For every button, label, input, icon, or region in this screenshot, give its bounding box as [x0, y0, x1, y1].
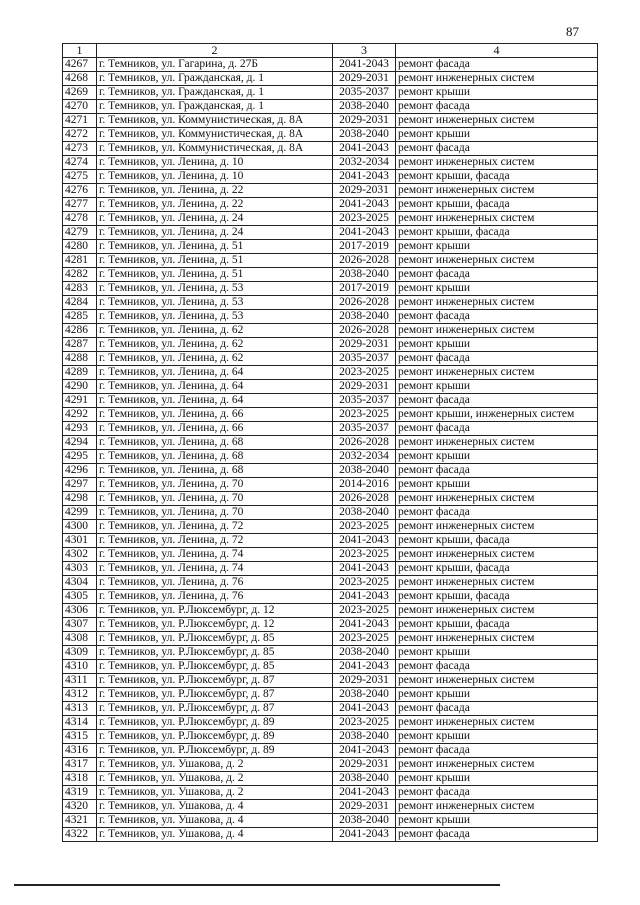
period-cell: 2032-2034 — [333, 450, 396, 464]
table-row — [63, 688, 598, 702]
work-type-cell: ремонт фасада — [396, 268, 598, 282]
row-number-cell: 4304 — [63, 576, 97, 590]
work-type-cell: ремонт крыши, фасада — [396, 590, 598, 604]
period-cell: 2023-2025 — [333, 548, 396, 562]
row-number-cell: 4282 — [63, 268, 97, 282]
work-type-cell: ремонт крыши, фасада — [396, 534, 598, 548]
table-row — [63, 576, 598, 590]
page-number: 87 — [566, 24, 579, 39]
address-cell: г. Темников, ул. Ленина, д. 64 — [97, 380, 333, 394]
table-row — [63, 422, 598, 436]
address-cell: г. Темников, ул. Ленина, д. 68 — [97, 464, 333, 478]
table-row — [63, 716, 598, 730]
address-cell: г. Темников, ул. Ленина, д. 22 — [97, 198, 333, 212]
table-row — [63, 534, 598, 548]
period-cell: 2029-2031 — [333, 674, 396, 688]
table-row — [63, 436, 598, 450]
table-row — [63, 170, 598, 184]
address-cell: г. Темников, ул. Ушакова, д. 4 — [97, 800, 333, 814]
row-number-cell: 4279 — [63, 226, 97, 240]
table-row — [63, 212, 598, 226]
table-body — [63, 58, 598, 842]
work-type-cell: ремонт фасада — [396, 660, 598, 674]
work-type-cell: ремонт фасада — [396, 310, 598, 324]
row-number-cell: 4309 — [63, 646, 97, 660]
table-row — [63, 86, 598, 100]
table-row — [63, 408, 598, 422]
row-number-cell: 4274 — [63, 156, 97, 170]
table-row — [63, 604, 598, 618]
period-cell: 2029-2031 — [333, 338, 396, 352]
table-row — [63, 184, 598, 198]
work-type-cell: ремонт фасада — [396, 394, 598, 408]
work-type-cell: ремонт крыши — [396, 450, 598, 464]
row-number-cell: 4303 — [63, 562, 97, 576]
table-row — [63, 58, 598, 72]
work-type-cell: ремонт крыши, инженерных систем — [396, 408, 598, 422]
period-cell: 2014-2016 — [333, 478, 396, 492]
address-cell: г. Темников, ул. Р.Люксембург, д. 12 — [97, 604, 333, 618]
column-header-4: 4 — [396, 44, 598, 58]
table-row — [63, 366, 598, 380]
table-row — [63, 226, 598, 240]
row-number-cell: 4286 — [63, 324, 97, 338]
address-cell: г. Темников, ул. Ленина, д. 70 — [97, 506, 333, 520]
period-cell: 2029-2031 — [333, 800, 396, 814]
period-cell: 2038-2040 — [333, 464, 396, 478]
period-cell: 2041-2043 — [333, 226, 396, 240]
address-cell: г. Темников, ул. Ленина, д. 51 — [97, 268, 333, 282]
table-row — [63, 618, 598, 632]
row-number-cell: 4276 — [63, 184, 97, 198]
table-row — [63, 128, 598, 142]
period-cell: 2035-2037 — [333, 86, 396, 100]
row-number-cell: 4313 — [63, 702, 97, 716]
work-type-cell: ремонт крыши — [396, 646, 598, 660]
table-row — [63, 786, 598, 800]
period-cell: 2026-2028 — [333, 254, 396, 268]
work-type-cell: ремонт инженерных систем — [396, 324, 598, 338]
work-type-cell: ремонт фасада — [396, 58, 598, 72]
row-number-cell: 4300 — [63, 520, 97, 534]
work-type-cell: ремонт фасада — [396, 422, 598, 436]
work-type-cell: ремонт инженерных систем — [396, 212, 598, 226]
period-cell: 2038-2040 — [333, 772, 396, 786]
row-number-cell: 4292 — [63, 408, 97, 422]
work-type-cell: ремонт крыши — [396, 282, 598, 296]
row-number-cell: 4290 — [63, 380, 97, 394]
row-number-cell: 4270 — [63, 100, 97, 114]
table-row — [63, 674, 598, 688]
work-type-cell: ремонт инженерных систем — [396, 520, 598, 534]
row-number-cell: 4301 — [63, 534, 97, 548]
address-cell: г. Темников, ул. Ленина, д. 53 — [97, 282, 333, 296]
address-cell: г. Темников, ул. Ленина, д. 51 — [97, 254, 333, 268]
period-cell: 2041-2043 — [333, 534, 396, 548]
address-cell: г. Темников, ул. Ленина, д. 10 — [97, 170, 333, 184]
work-type-cell: ремонт крыши — [396, 380, 598, 394]
row-number-cell: 4298 — [63, 492, 97, 506]
row-number-cell: 4316 — [63, 744, 97, 758]
work-type-cell: ремонт фасада — [396, 702, 598, 716]
period-cell: 2026-2028 — [333, 296, 396, 310]
period-cell: 2026-2028 — [333, 436, 396, 450]
address-cell: г. Темников, ул. Р.Люксембург, д. 85 — [97, 646, 333, 660]
row-number-cell: 4307 — [63, 618, 97, 632]
bottom-rule — [14, 884, 500, 886]
period-cell: 2041-2043 — [333, 198, 396, 212]
address-cell: г. Темников, ул. Ушакова, д. 4 — [97, 814, 333, 828]
table-row — [63, 156, 598, 170]
table-row — [63, 450, 598, 464]
work-type-cell: ремонт крыши — [396, 86, 598, 100]
address-cell: г. Темников, ул. Гражданская, д. 1 — [97, 100, 333, 114]
row-number-cell: 4280 — [63, 240, 97, 254]
address-cell: г. Темников, ул. Ленина, д. 62 — [97, 352, 333, 366]
period-cell: 2038-2040 — [333, 310, 396, 324]
table-row — [63, 814, 598, 828]
work-type-cell: ремонт инженерных систем — [396, 72, 598, 86]
table-row — [63, 772, 598, 786]
period-cell: 2026-2028 — [333, 492, 396, 506]
address-cell: г. Темников, ул. Коммунистическая, д. 8А — [97, 142, 333, 156]
table-row — [63, 310, 598, 324]
address-cell: г. Темников, ул. Ленина, д. 62 — [97, 338, 333, 352]
work-type-cell: ремонт крыши, фасада — [396, 562, 598, 576]
work-type-cell: ремонт инженерных систем — [396, 632, 598, 646]
address-cell: г. Темников, ул. Ушакова, д. 2 — [97, 786, 333, 800]
row-number-cell: 4306 — [63, 604, 97, 618]
table-row — [63, 520, 598, 534]
row-number-cell: 4321 — [63, 814, 97, 828]
period-cell: 2041-2043 — [333, 828, 396, 842]
address-cell: г. Темников, ул. Ленина, д. 76 — [97, 590, 333, 604]
address-cell: г. Темников, ул. Ленина, д. 68 — [97, 436, 333, 450]
work-type-cell: ремонт инженерных систем — [396, 436, 598, 450]
address-cell: г. Темников, ул. Ленина, д. 64 — [97, 366, 333, 380]
period-cell: 2041-2043 — [333, 786, 396, 800]
table-row — [63, 254, 598, 268]
address-cell: г. Темников, ул. Ленина, д. 62 — [97, 324, 333, 338]
table-row — [63, 478, 598, 492]
row-number-cell: 4271 — [63, 114, 97, 128]
address-cell: г. Темников, ул. Ленина, д. 10 — [97, 156, 333, 170]
period-cell: 2029-2031 — [333, 758, 396, 772]
period-cell: 2023-2025 — [333, 408, 396, 422]
period-cell: 2023-2025 — [333, 576, 396, 590]
table-row — [63, 142, 598, 156]
period-cell: 2035-2037 — [333, 394, 396, 408]
work-type-cell: ремонт инженерных систем — [396, 254, 598, 268]
address-cell: г. Темников, ул. Ленина, д. 51 — [97, 240, 333, 254]
address-cell: г. Темников, ул. Ленина, д. 22 — [97, 184, 333, 198]
address-cell: г. Темников, ул. Ленина, д. 72 — [97, 520, 333, 534]
row-number-cell: 4314 — [63, 716, 97, 730]
row-number-cell: 4308 — [63, 632, 97, 646]
period-cell: 2041-2043 — [333, 660, 396, 674]
row-number-cell: 4287 — [63, 338, 97, 352]
work-type-cell: ремонт фасада — [396, 464, 598, 478]
period-cell: 2035-2037 — [333, 422, 396, 436]
work-type-cell: ремонт фасада — [396, 744, 598, 758]
work-type-cell: ремонт крыши — [396, 688, 598, 702]
work-type-cell: ремонт инженерных систем — [396, 296, 598, 310]
table-row — [63, 506, 598, 520]
period-cell: 2032-2034 — [333, 156, 396, 170]
address-cell: г. Темников, ул. Гражданская, д. 1 — [97, 72, 333, 86]
table-row — [63, 338, 598, 352]
period-cell: 2041-2043 — [333, 590, 396, 604]
work-type-cell: ремонт инженерных систем — [396, 366, 598, 380]
column-header-1: 1 — [63, 44, 97, 58]
period-cell: 2038-2040 — [333, 128, 396, 142]
table-row — [63, 380, 598, 394]
address-cell: г. Темников, ул. Р.Люксембург, д. 85 — [97, 660, 333, 674]
period-cell: 2038-2040 — [333, 814, 396, 828]
row-number-cell: 4291 — [63, 394, 97, 408]
address-cell: г. Темников, ул. Ленина, д. 68 — [97, 450, 333, 464]
work-type-cell: ремонт фасада — [396, 100, 598, 114]
row-number-cell: 4268 — [63, 72, 97, 86]
table-row — [63, 730, 598, 744]
work-type-cell: ремонт инженерных систем — [396, 156, 598, 170]
row-number-cell: 4277 — [63, 198, 97, 212]
row-number-cell: 4318 — [63, 772, 97, 786]
column-header-2: 2 — [97, 44, 333, 58]
row-number-cell: 4295 — [63, 450, 97, 464]
period-cell: 2038-2040 — [333, 688, 396, 702]
row-number-cell: 4289 — [63, 366, 97, 380]
work-type-cell: ремонт крыши — [396, 772, 598, 786]
work-type-cell: ремонт инженерных систем — [396, 716, 598, 730]
table-row — [63, 296, 598, 310]
table-row — [63, 492, 598, 506]
work-type-cell: ремонт инженерных систем — [396, 492, 598, 506]
period-cell: 2041-2043 — [333, 142, 396, 156]
period-cell: 2023-2025 — [333, 716, 396, 730]
address-cell: г. Темников, ул. Ленина, д. 66 — [97, 422, 333, 436]
address-cell: г. Темников, ул. Ленина, д. 70 — [97, 492, 333, 506]
address-cell: г. Темников, ул. Ленина, д. 53 — [97, 310, 333, 324]
address-cell: г. Темников, ул. Ленина, д. 64 — [97, 394, 333, 408]
row-number-cell: 4305 — [63, 590, 97, 604]
address-cell: г. Темников, ул. Р.Люксембург, д. 87 — [97, 674, 333, 688]
address-cell: г. Темников, ул. Ушакова, д. 4 — [97, 828, 333, 842]
table-row — [63, 800, 598, 814]
table-row — [63, 632, 598, 646]
table-row — [63, 100, 598, 114]
address-cell: г. Темников, ул. Р.Люксембург, д. 89 — [97, 716, 333, 730]
table-row — [63, 198, 598, 212]
table-row — [63, 114, 598, 128]
period-cell: 2041-2043 — [333, 618, 396, 632]
row-number-cell: 4293 — [63, 422, 97, 436]
period-cell: 2023-2025 — [333, 604, 396, 618]
period-cell: 2038-2040 — [333, 100, 396, 114]
address-cell: г. Темников, ул. Ленина, д. 76 — [97, 576, 333, 590]
row-number-cell: 4299 — [63, 506, 97, 520]
row-number-cell: 4272 — [63, 128, 97, 142]
table-row — [63, 324, 598, 338]
repair-schedule-table — [62, 43, 598, 842]
period-cell: 2023-2025 — [333, 632, 396, 646]
row-number-cell: 4302 — [63, 548, 97, 562]
address-cell: г. Темников, ул. Ленина, д. 72 — [97, 534, 333, 548]
work-type-cell: ремонт фасада — [396, 786, 598, 800]
table-row — [63, 464, 598, 478]
table-row — [63, 72, 598, 86]
row-number-cell: 4310 — [63, 660, 97, 674]
work-type-cell: ремонт крыши, фасада — [396, 170, 598, 184]
work-type-cell: ремонт фасада — [396, 506, 598, 520]
work-type-cell: ремонт инженерных систем — [396, 604, 598, 618]
row-number-cell: 4284 — [63, 296, 97, 310]
period-cell: 2017-2019 — [333, 282, 396, 296]
row-number-cell: 4283 — [63, 282, 97, 296]
row-number-cell: 4297 — [63, 478, 97, 492]
work-type-cell: ремонт фасада — [396, 352, 598, 366]
table-row — [63, 548, 598, 562]
period-cell: 2041-2043 — [333, 170, 396, 184]
table-row — [63, 660, 598, 674]
work-type-cell: ремонт инженерных систем — [396, 576, 598, 590]
address-cell: г. Темников, ул. Коммунистическая, д. 8А — [97, 128, 333, 142]
address-cell: г. Темников, ул. Ленина, д. 24 — [97, 226, 333, 240]
row-number-cell: 4296 — [63, 464, 97, 478]
work-type-cell: ремонт крыши, фасада — [396, 226, 598, 240]
period-cell: 2023-2025 — [333, 212, 396, 226]
work-type-cell: ремонт инженерных систем — [396, 800, 598, 814]
row-number-cell: 4281 — [63, 254, 97, 268]
address-cell: г. Темников, ул. Ушакова, д. 2 — [97, 758, 333, 772]
row-number-cell: 4294 — [63, 436, 97, 450]
work-type-cell: ремонт крыши — [396, 478, 598, 492]
address-cell: г. Темников, ул. Ленина, д. 74 — [97, 562, 333, 576]
row-number-cell: 4315 — [63, 730, 97, 744]
table-row — [63, 646, 598, 660]
row-number-cell: 4269 — [63, 86, 97, 100]
table-row — [63, 352, 598, 366]
period-cell: 2038-2040 — [333, 730, 396, 744]
table-row — [63, 562, 598, 576]
work-type-cell: ремонт инженерных систем — [396, 758, 598, 772]
column-header-3: 3 — [333, 44, 396, 58]
table-row — [63, 828, 598, 842]
address-cell: г. Темников, ул. Ленина, д. 70 — [97, 478, 333, 492]
work-type-cell: ремонт инженерных систем — [396, 548, 598, 562]
work-type-cell: ремонт крыши — [396, 240, 598, 254]
row-number-cell: 4317 — [63, 758, 97, 772]
table-row — [63, 744, 598, 758]
address-cell: г. Темников, ул. Ленина, д. 74 — [97, 548, 333, 562]
address-cell: г. Темников, ул. Гражданская, д. 1 — [97, 86, 333, 100]
row-number-cell: 4311 — [63, 674, 97, 688]
work-type-cell: ремонт крыши — [396, 730, 598, 744]
period-cell: 2023-2025 — [333, 520, 396, 534]
work-type-cell: ремонт инженерных систем — [396, 674, 598, 688]
work-type-cell: ремонт крыши, фасада — [396, 618, 598, 632]
row-number-cell: 4273 — [63, 142, 97, 156]
period-cell: 2029-2031 — [333, 380, 396, 394]
address-cell: г. Темников, ул. Коммунистическая, д. 8А — [97, 114, 333, 128]
address-cell: г. Темников, ул. Р.Люксембург, д. 87 — [97, 702, 333, 716]
period-cell: 2029-2031 — [333, 72, 396, 86]
row-number-cell: 4288 — [63, 352, 97, 366]
period-cell: 2023-2025 — [333, 366, 396, 380]
period-cell: 2038-2040 — [333, 268, 396, 282]
address-cell: г. Темников, ул. Ленина, д. 24 — [97, 212, 333, 226]
work-type-cell: ремонт фасада — [396, 828, 598, 842]
period-cell: 2017-2019 — [333, 240, 396, 254]
address-cell: г. Темников, ул. Р.Люксембург, д. 85 — [97, 632, 333, 646]
address-cell: г. Темников, ул. Р.Люксембург, д. 89 — [97, 744, 333, 758]
address-cell: г. Темников, ул. Ленина, д. 66 — [97, 408, 333, 422]
work-type-cell: ремонт крыши — [396, 338, 598, 352]
table-row — [63, 240, 598, 254]
address-cell: г. Темников, ул. Ленина, д. 53 — [97, 296, 333, 310]
period-cell: 2041-2043 — [333, 562, 396, 576]
period-cell: 2029-2031 — [333, 114, 396, 128]
period-cell: 2041-2043 — [333, 58, 396, 72]
row-number-cell: 4267 — [63, 58, 97, 72]
row-number-cell: 4275 — [63, 170, 97, 184]
row-number-cell: 4319 — [63, 786, 97, 800]
address-cell: г. Темников, ул. Р.Люксембург, д. 87 — [97, 688, 333, 702]
row-number-cell: 4320 — [63, 800, 97, 814]
work-type-cell: ремонт крыши — [396, 128, 598, 142]
period-cell: 2041-2043 — [333, 744, 396, 758]
period-cell: 2038-2040 — [333, 506, 396, 520]
row-number-cell: 4285 — [63, 310, 97, 324]
period-cell: 2038-2040 — [333, 646, 396, 660]
address-cell: г. Темников, ул. Гагарина, д. 27Б — [97, 58, 333, 72]
work-type-cell: ремонт инженерных систем — [396, 184, 598, 198]
period-cell: 2041-2043 — [333, 702, 396, 716]
period-cell: 2026-2028 — [333, 324, 396, 338]
table-row — [63, 590, 598, 604]
row-number-cell: 4278 — [63, 212, 97, 226]
address-cell: г. Темников, ул. Р.Люксембург, д. 89 — [97, 730, 333, 744]
table-row — [63, 394, 598, 408]
table-row — [63, 702, 598, 716]
table-header-row — [63, 44, 598, 58]
period-cell: 2035-2037 — [333, 352, 396, 366]
table-row — [63, 758, 598, 772]
address-cell: г. Темников, ул. Ушакова, д. 2 — [97, 772, 333, 786]
address-cell: г. Темников, ул. Р.Люксембург, д. 12 — [97, 618, 333, 632]
table-row — [63, 268, 598, 282]
work-type-cell: ремонт фасада — [396, 142, 598, 156]
work-type-cell: ремонт инженерных систем — [396, 114, 598, 128]
row-number-cell: 4312 — [63, 688, 97, 702]
row-number-cell: 4322 — [63, 828, 97, 842]
work-type-cell: ремонт крыши, фасада — [396, 198, 598, 212]
table-row — [63, 282, 598, 296]
work-type-cell: ремонт крыши — [396, 814, 598, 828]
period-cell: 2029-2031 — [333, 184, 396, 198]
